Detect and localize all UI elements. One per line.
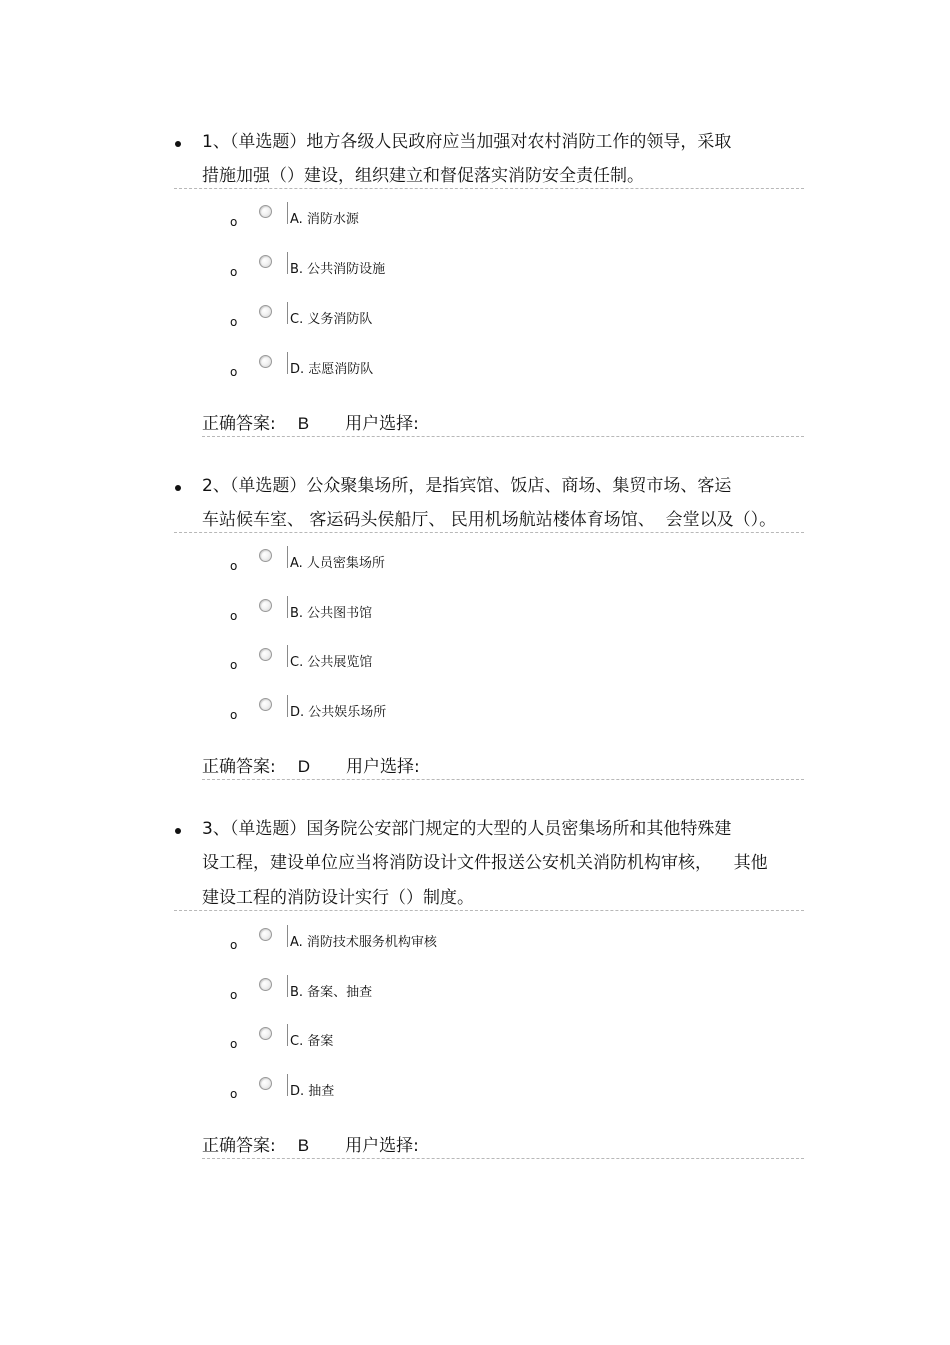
question-stem-line: 车站候车室、 客运码头侯船厅、 民用机场航站楼体育场馆、 会堂以及（）。 (202, 510, 777, 530)
question-stem-line: 1、（单选题）地方各级人民政府应当加强对农村消防工作的领导，采取 (202, 132, 732, 152)
option-d[interactable] (0, 350, 950, 384)
option-label: D. 公共娱乐场所 (290, 705, 387, 720)
radio-button[interactable] (259, 355, 272, 368)
option-label: C. 义务消防队 (290, 312, 373, 327)
answer-row (202, 1136, 419, 1156)
radio-button[interactable] (259, 1027, 272, 1040)
divider (202, 779, 804, 780)
option-label: D. 抽查 (290, 1084, 335, 1099)
question-stem-line: 2、（单选题）公众聚集场所，是指宾馆、饭店、商场、集贸市场、客运 (202, 476, 732, 496)
correct-answer-value: D (297, 757, 311, 776)
option-marker: o (230, 315, 238, 329)
option-label: B. 备案、抽查 (290, 985, 373, 1000)
option-separator (287, 252, 288, 274)
option-marker: o (230, 609, 238, 623)
option-label: C. 备案 (290, 1034, 334, 1049)
divider (202, 436, 804, 437)
option-a[interactable] (0, 544, 950, 578)
option-label: C. 公共展览馆 (290, 655, 373, 670)
correct-answer-label: 正确答案: (202, 414, 276, 434)
radio-button[interactable] (259, 928, 272, 941)
option-separator (287, 596, 288, 618)
option-marker: o (230, 1087, 238, 1101)
option-marker: o (230, 265, 238, 279)
option-separator (287, 975, 288, 997)
option-separator (287, 202, 288, 224)
divider (174, 910, 804, 911)
option-marker: o (230, 1037, 238, 1051)
radio-button[interactable] (259, 978, 272, 991)
option-c[interactable] (0, 300, 950, 334)
correct-answer-value: B (297, 414, 310, 433)
option-b[interactable] (0, 594, 950, 628)
user-choice-label: 用户选择: (346, 757, 420, 777)
option-marker: o (230, 215, 238, 229)
option-d[interactable] (0, 1072, 950, 1106)
option-separator (287, 695, 288, 717)
option-label: B. 公共消防设施 (290, 262, 386, 277)
radio-button[interactable] (259, 305, 272, 318)
question-bullet (175, 828, 181, 834)
question-bullet (175, 141, 181, 147)
option-label: A. 消防技术服务机构审核 (290, 935, 437, 950)
question-stem-line: 3、（单选题）国务院公安部门规定的大型的人员密集场所和其他特殊建 (202, 819, 732, 839)
user-choice-label: 用户选择: (345, 1136, 419, 1156)
user-choice-label: 用户选择: (345, 414, 419, 434)
radio-button[interactable] (259, 205, 272, 218)
divider (202, 1158, 804, 1159)
answer-row (202, 414, 419, 434)
option-marker: o (230, 988, 238, 1002)
option-d[interactable] (0, 693, 950, 727)
question-stem-line: 建设工程的消防设计实行（）制度。 (202, 888, 474, 908)
option-label: D. 志愿消防队 (290, 362, 374, 377)
option-marker: o (230, 708, 238, 722)
option-marker: o (230, 938, 238, 952)
option-separator (287, 1074, 288, 1096)
answer-row (202, 757, 420, 777)
correct-answer-label: 正确答案: (202, 1136, 276, 1156)
correct-answer-label: 正确答案: (202, 757, 276, 777)
radio-button[interactable] (259, 648, 272, 661)
radio-button[interactable] (259, 549, 272, 562)
option-marker: o (230, 365, 238, 379)
option-c[interactable] (0, 1022, 950, 1056)
option-separator (287, 925, 288, 947)
option-b[interactable] (0, 973, 950, 1007)
option-b[interactable] (0, 250, 950, 284)
option-separator (287, 302, 288, 324)
question-stem-line: 设工程，建设单位应当将消防设计文件报送公安机关消防机构审核， 其他 (202, 853, 768, 873)
radio-button[interactable] (259, 599, 272, 612)
option-label: A. 消防水源 (290, 212, 359, 227)
radio-button[interactable] (259, 255, 272, 268)
radio-button[interactable] (259, 698, 272, 711)
radio-button[interactable] (259, 1077, 272, 1090)
divider (174, 188, 804, 189)
question-stem-line: 措施加强（）建设，组织建立和督促落实消防安全责任制。 (202, 166, 644, 186)
option-separator (287, 645, 288, 667)
correct-answer-value: B (297, 1136, 310, 1155)
option-label: B. 公共图书馆 (290, 606, 373, 621)
option-separator (287, 546, 288, 568)
option-separator (287, 1024, 288, 1046)
option-a[interactable] (0, 200, 950, 234)
option-c[interactable] (0, 643, 950, 677)
option-marker: o (230, 559, 238, 573)
option-a[interactable] (0, 923, 950, 957)
option-separator (287, 352, 288, 374)
option-marker: o (230, 658, 238, 672)
divider (174, 532, 804, 533)
question-bullet (175, 485, 181, 491)
option-label: A. 人员密集场所 (290, 556, 385, 571)
